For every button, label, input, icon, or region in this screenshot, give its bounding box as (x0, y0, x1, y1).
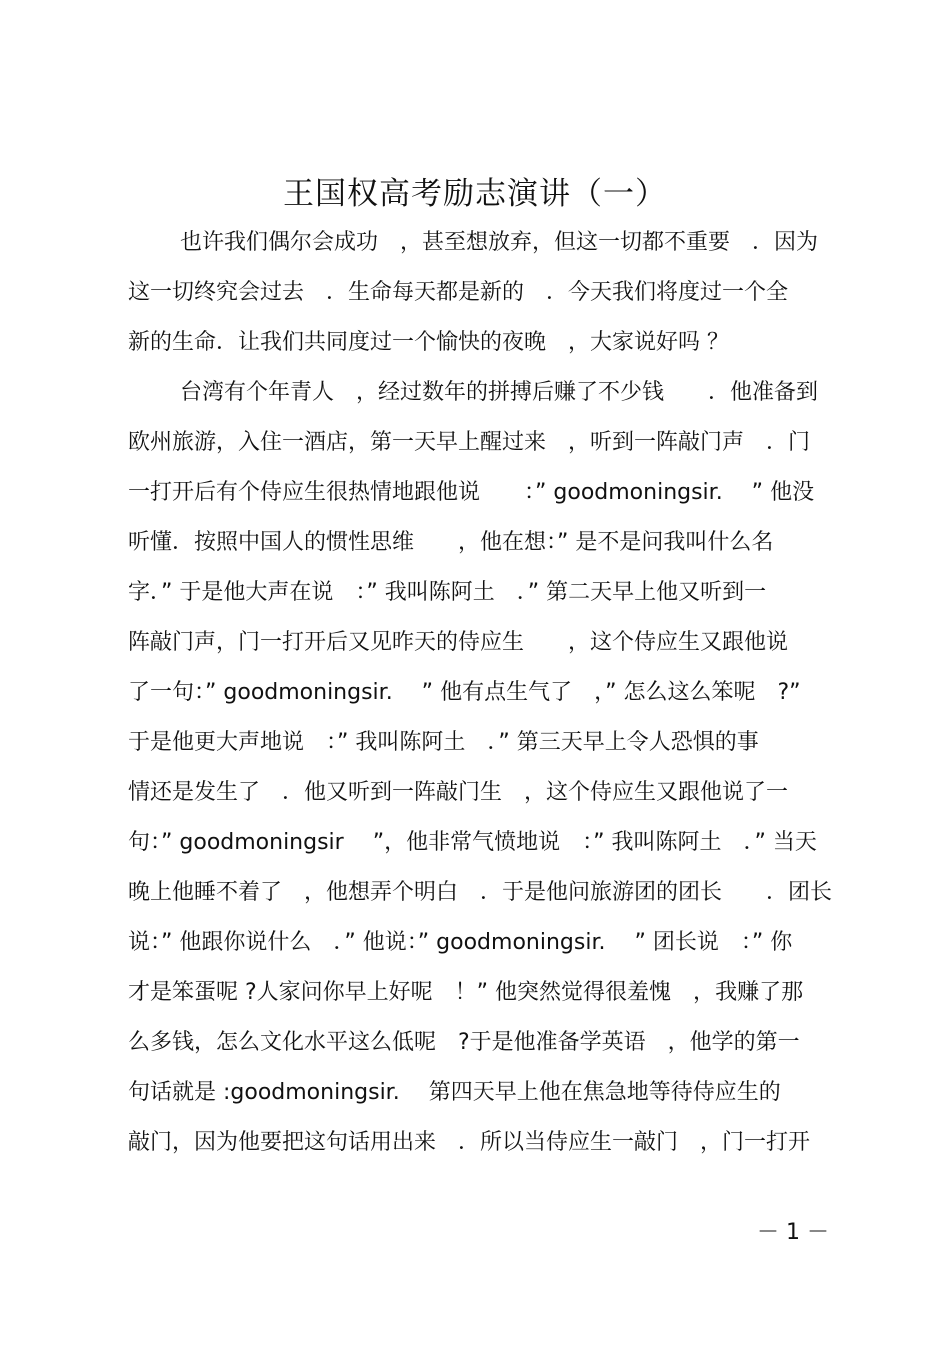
text-line: 也许我们偶尔会成功 ，甚至想放弃，但这一切都不重要 ．因为 (180, 230, 819, 255)
text-line: 了一句：” goodmoningsir. ” 他有点生气了 ，” 怎么这么笨呢 ?” (128, 680, 801, 705)
text-line: 于是他更大声地说 ：” 我叫陈阿土 ．” 第三天早上令人恐惧的事 (128, 730, 759, 755)
text-line: 这一切终究会过去 ．生命每天都是新的 ．今天我们将度过一个全 (128, 280, 789, 305)
text-line: 么多钱，怎么文化水平这么低呢 ?于是他准备学英语 ，他学的第一 (128, 1030, 800, 1055)
text-line: 晚上他睡不着了 ，他想弄个明白 ．于是他问旅游团的团长 ．团长 (128, 880, 833, 905)
text-line: 情还是发生了 ．他又听到一阵敲门生 ，这个侍应生又跟他说了一 (128, 780, 789, 805)
text-line: 听懂．按照中国人的惯性思维 ，他在想：” 是不是问我叫什么名 (128, 530, 774, 555)
document-title: 王国权高考励志演讲（一） (283, 176, 667, 212)
text-line: 一打开后有个侍应生很热情地跟他说 ：” goodmoningsir. ” 他没 (128, 480, 815, 505)
text-line: 阵敲门声，门一打开后又见昨天的侍应生 ，这个侍应生又跟他说 (128, 630, 789, 655)
document-body (128, 218, 848, 1168)
text-line: 才是笨蛋呢 ?人家问你早上好呢 ！” 他突然觉得很羞愧 ，我赚了那 (128, 980, 804, 1005)
text-line: 新的生命．让我们共同度过一个愉快的夜晚 ，大家说好吗 ？ (128, 330, 729, 355)
text-line: 欧州旅游，入住一酒店，第一天早上醒过来 ，听到一阵敲门声 ．门 (128, 430, 811, 455)
text-line: 句话就是 :goodmoningsir. 第四天早上他在焦急地等待侍应生的 (128, 1080, 781, 1105)
text-line: 台湾有个年青人 ，经过数年的拼搏后赚了不少钱 ．他准备到 (180, 380, 819, 405)
page-number: － 1 － (757, 1220, 829, 1245)
text-line: 说：” 他跟你说什么 ．” 他说：” goodmoningsir. ” 团长说 ：” 你 (128, 930, 793, 955)
text-line: 句：” goodmoningsir ”，他非常气愤地说 ：” 我叫陈阿土 ．” 当天 (128, 830, 817, 855)
text-line: 字．” 于是他大声在说 ：” 我叫陈阿土 ．” 第二天早上他又听到一 (128, 580, 767, 605)
text-line: 敲门，因为他要把这句话用出来 ．所以当侍应生一敲门 ，门一打开 (128, 1130, 811, 1155)
